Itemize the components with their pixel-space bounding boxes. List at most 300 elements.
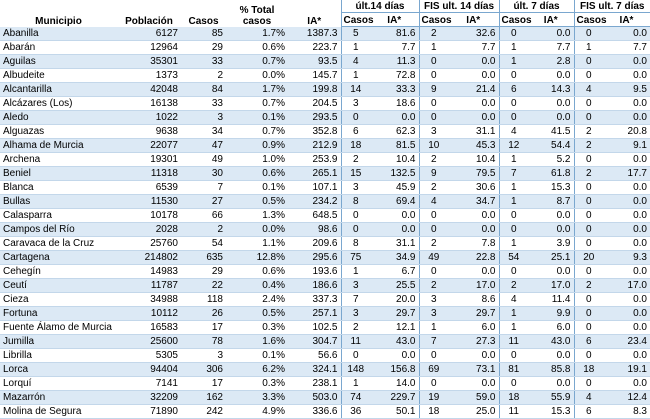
cell-municipio: Caravaca de la Cruz: [0, 237, 117, 251]
cell-ia-14: 34.9: [370, 251, 419, 265]
cell-casos-14: 11: [341, 335, 370, 349]
table-row: [0, 181, 650, 195]
cell-casos-fis14: 0: [419, 97, 448, 111]
cell-casos-14: 3: [341, 97, 370, 111]
cell-casos-fis7: 0: [574, 265, 603, 279]
cell-poblacion: 214802: [117, 251, 181, 265]
header-group-fis-7-dias: FIS ult. 7 días: [574, 0, 650, 13]
subheader-casos-14: Casos: [341, 13, 370, 27]
cell-casos: 22: [181, 279, 226, 293]
cell-casos-14: 2: [341, 321, 370, 335]
cell-casos-7: 1: [499, 195, 528, 209]
cell-ia: 234.2: [288, 195, 341, 209]
cell-pct-total: 12.8%: [226, 251, 288, 265]
cell-ia-fis14: 0.0: [448, 223, 499, 237]
cell-casos-fis7: 4: [574, 83, 603, 97]
table-row: [0, 237, 650, 251]
cell-casos-fis14: 19: [419, 391, 448, 405]
cell-pct-total: 0.4%: [226, 279, 288, 293]
cell-municipio: Cartagena: [0, 251, 117, 265]
cell-casos-7: 18: [499, 391, 528, 405]
cell-ia-fis14: 7.7: [448, 41, 499, 55]
cell-pct-total: 2.4%: [226, 293, 288, 307]
cell-casos-7: 54: [499, 251, 528, 265]
cell-ia-fis7: 0.0: [603, 223, 650, 237]
cell-casos-fis7: 0: [574, 69, 603, 83]
cell-casos-fis7: 0: [574, 195, 603, 209]
cell-pct-total: 1.7%: [226, 27, 288, 41]
cell-municipio: Molina de Segura: [0, 405, 117, 419]
cell-casos-14: 0: [341, 223, 370, 237]
cell-municipio: Blanca: [0, 181, 117, 195]
cell-poblacion: 16138: [117, 97, 181, 111]
cell-ia: 56.6: [288, 349, 341, 363]
cell-casos-fis7: 0: [574, 97, 603, 111]
cell-ia-fis14: 25.0: [448, 405, 499, 419]
cell-casos-14: 6: [341, 125, 370, 139]
table-row: [0, 125, 650, 139]
cell-pct-total: 4.9%: [226, 405, 288, 419]
header-casos: Casos: [188, 15, 219, 27]
cell-casos-fis7: 20: [574, 251, 603, 265]
table-row: [0, 195, 650, 209]
cell-casos-7: 0: [499, 265, 528, 279]
cell-ia-fis7: 23.4: [603, 335, 650, 349]
cell-ia-14: 132.5: [370, 167, 419, 181]
cell-poblacion: 7141: [117, 377, 181, 391]
cell-municipio: Alcantarilla: [0, 83, 117, 97]
cell-ia-fis14: 0.0: [448, 349, 499, 363]
cell-ia-7: 0.0: [528, 111, 574, 125]
cell-municipio: Alguazas: [0, 125, 117, 139]
table-row: [0, 293, 650, 307]
cell-poblacion: 35301: [117, 55, 181, 69]
cell-ia-fis14: 17.0: [448, 279, 499, 293]
cell-casos-14: 1: [341, 41, 370, 55]
table-row: [0, 265, 650, 279]
cell-municipio: Cehegín: [0, 265, 117, 279]
cell-ia: 199.8: [288, 83, 341, 97]
cell-pct-total: 0.1%: [226, 349, 288, 363]
cell-casos: 635: [181, 251, 226, 265]
cell-ia-fis14: 0.0: [448, 97, 499, 111]
cell-casos: 2: [181, 69, 226, 83]
cell-poblacion: 11318: [117, 167, 181, 181]
cell-poblacion: 11530: [117, 195, 181, 209]
cell-casos: 3: [181, 349, 226, 363]
cell-municipio: Fuente Álamo de Murcia: [0, 321, 117, 335]
cell-ia-14: 62.3: [370, 125, 419, 139]
cell-casos-fis14: 3: [419, 293, 448, 307]
cell-municipio: Calasparra: [0, 209, 117, 223]
table-row: [0, 363, 650, 377]
subheader-casos-fis14: Casos: [419, 13, 448, 27]
cell-casos: 27: [181, 195, 226, 209]
cell-ia-7: 5.2: [528, 153, 574, 167]
cell-casos: 26: [181, 307, 226, 321]
cell-ia-fis7: 17.7: [603, 167, 650, 181]
cell-ia: 193.6: [288, 265, 341, 279]
header-ia: IA*: [307, 15, 322, 27]
cell-casos-fis7: 0: [574, 27, 603, 41]
cell-ia-7: 0.0: [528, 97, 574, 111]
cell-ia: 337.3: [288, 293, 341, 307]
cell-ia-7: 0.0: [528, 265, 574, 279]
cell-ia-fis7: 0.0: [603, 293, 650, 307]
cell-casos-7: 0: [499, 223, 528, 237]
cell-poblacion: 32209: [117, 391, 181, 405]
cell-poblacion: 71890: [117, 405, 181, 419]
cell-poblacion: 11787: [117, 279, 181, 293]
cell-casos-fis7: 0: [574, 55, 603, 69]
cell-casos-7: 4: [499, 125, 528, 139]
cell-casos-fis14: 0: [419, 349, 448, 363]
cell-poblacion: 42048: [117, 83, 181, 97]
cell-ia-14: 14.0: [370, 377, 419, 391]
cell-ia-7: 0.0: [528, 69, 574, 83]
cell-ia: 93.5: [288, 55, 341, 69]
cell-casos-14: 15: [341, 167, 370, 181]
cell-municipio: Lorca: [0, 363, 117, 377]
cell-ia-fis7: 0.0: [603, 307, 650, 321]
cell-poblacion: 94404: [117, 363, 181, 377]
cell-ia-fis7: 0.0: [603, 27, 650, 41]
cell-ia-fis7: 0.0: [603, 181, 650, 195]
cell-municipio: Albudeite: [0, 69, 117, 83]
cell-casos-fis7: 2: [574, 125, 603, 139]
cell-ia-fis14: 7.8: [448, 237, 499, 251]
cell-ia-7: 0.0: [528, 349, 574, 363]
header-group-7-dias: últ. 7 días: [499, 0, 574, 13]
cell-municipio: Lorquí: [0, 377, 117, 391]
cell-casos-7: 6: [499, 83, 528, 97]
cell-casos-fis14: 0: [419, 209, 448, 223]
cell-casos-7: 0: [499, 349, 528, 363]
cell-casos-fis7: 6: [574, 405, 603, 419]
cell-municipio: Alcázares (Los): [0, 97, 117, 111]
cell-casos-14: 74: [341, 391, 370, 405]
cell-ia-7: 17.0: [528, 279, 574, 293]
cell-ia-7: 0.0: [528, 223, 574, 237]
cell-pct-total: 1.1%: [226, 237, 288, 251]
table-row: [0, 111, 650, 125]
cell-casos-fis14: 1: [419, 321, 448, 335]
cell-pct-total: 0.7%: [226, 97, 288, 111]
cell-casos-7: 11: [499, 335, 528, 349]
cell-ia-fis14: 22.8: [448, 251, 499, 265]
cell-casos-7: 1: [499, 153, 528, 167]
cell-ia-7: 9.9: [528, 307, 574, 321]
table-row: [0, 139, 650, 153]
cell-casos-7: 4: [499, 293, 528, 307]
cell-pct-total: 0.7%: [226, 125, 288, 139]
table-row: [0, 307, 650, 321]
cell-ia-fis7: 9.1: [603, 139, 650, 153]
cell-casos-7: 1: [499, 237, 528, 251]
cell-municipio: Ceutí: [0, 279, 117, 293]
cell-casos-fis14: 2: [419, 27, 448, 41]
cell-casos: 242: [181, 405, 226, 419]
cell-municipio: Beniel: [0, 167, 117, 181]
cell-casos-14: 36: [341, 405, 370, 419]
cell-ia-fis14: 0.0: [448, 55, 499, 69]
table-row: [0, 405, 650, 419]
cell-ia-fis14: 45.3: [448, 139, 499, 153]
subheader-ia-7: IA*: [528, 13, 574, 27]
table-row: [0, 69, 650, 83]
cell-ia: 145.7: [288, 69, 341, 83]
cell-poblacion: 19301: [117, 153, 181, 167]
cell-ia-14: 0.0: [370, 209, 419, 223]
cell-ia-fis7: 0.0: [603, 377, 650, 391]
table-row: [0, 97, 650, 111]
cell-poblacion: 6127: [117, 27, 181, 41]
cell-ia-14: 0.0: [370, 223, 419, 237]
cell-casos-fis7: 6: [574, 335, 603, 349]
cell-ia-7: 41.5: [528, 125, 574, 139]
cell-ia-14: 25.5: [370, 279, 419, 293]
cell-ia: 503.0: [288, 391, 341, 405]
cell-ia-fis7: 0.0: [603, 55, 650, 69]
cell-casos-14: 8: [341, 195, 370, 209]
cell-municipio: Archena: [0, 153, 117, 167]
cell-ia-fis14: 34.7: [448, 195, 499, 209]
cell-casos: 2: [181, 223, 226, 237]
cell-ia: 238.1: [288, 377, 341, 391]
cell-casos-fis7: 4: [574, 391, 603, 405]
cell-ia-7: 0.0: [528, 27, 574, 41]
cell-casos-fis7: 0: [574, 111, 603, 125]
header-poblacion: Población: [125, 15, 173, 27]
cell-casos: 34: [181, 125, 226, 139]
cell-casos-14: 8: [341, 237, 370, 251]
cell-ia: 204.5: [288, 97, 341, 111]
cell-ia-7: 15.3: [528, 405, 574, 419]
cell-casos-14: 2: [341, 153, 370, 167]
cell-ia: 257.1: [288, 307, 341, 321]
cell-ia-fis14: 0.0: [448, 69, 499, 83]
cell-casos-7: 0: [499, 97, 528, 111]
cell-casos: 33: [181, 97, 226, 111]
cell-ia-14: 0.0: [370, 349, 419, 363]
cell-ia-fis14: 8.6: [448, 293, 499, 307]
subheader-casos-7: Casos: [499, 13, 528, 27]
cell-ia-14: 50.1: [370, 405, 419, 419]
cell-ia-7: 8.7: [528, 195, 574, 209]
cell-poblacion: 9638: [117, 125, 181, 139]
table-row: [0, 209, 650, 223]
cell-ia-7: 2.8: [528, 55, 574, 69]
cell-casos-fis14: 18: [419, 405, 448, 419]
cell-pct-total: 1.0%: [226, 153, 288, 167]
cell-ia: 295.6: [288, 251, 341, 265]
cell-poblacion: 1022: [117, 111, 181, 125]
cell-ia-fis7: 20.8: [603, 125, 650, 139]
cell-ia: 209.6: [288, 237, 341, 251]
cell-pct-total: 1.6%: [226, 335, 288, 349]
cell-casos-7: 1: [499, 307, 528, 321]
cell-ia-14: 81.6: [370, 27, 419, 41]
subheader-ia-14: IA*: [370, 13, 419, 27]
cell-ia-7: 61.8: [528, 167, 574, 181]
cell-ia-14: 72.8: [370, 69, 419, 83]
table-row: [0, 167, 650, 181]
cell-casos-fis14: 0: [419, 223, 448, 237]
cell-ia-fis7: 0.0: [603, 153, 650, 167]
cell-ia-fis14: 73.1: [448, 363, 499, 377]
cell-pct-total: 0.3%: [226, 321, 288, 335]
table-row: [0, 55, 650, 69]
cell-casos: 306: [181, 363, 226, 377]
cell-ia-fis7: 12.4: [603, 391, 650, 405]
cell-casos-fis14: 9: [419, 167, 448, 181]
cell-ia-7: 6.0: [528, 321, 574, 335]
cell-casos-7: 1: [499, 321, 528, 335]
cell-ia-14: 0.0: [370, 111, 419, 125]
cell-ia: 253.9: [288, 153, 341, 167]
cell-ia: 107.1: [288, 181, 341, 195]
cell-casos: 84: [181, 83, 226, 97]
cell-ia-7: 85.8: [528, 363, 574, 377]
cell-casos-14: 0: [341, 111, 370, 125]
cell-casos: 3: [181, 111, 226, 125]
cell-poblacion: 2028: [117, 223, 181, 237]
cell-ia: 293.5: [288, 111, 341, 125]
cell-casos-fis14: 0: [419, 265, 448, 279]
cell-ia-14: 29.7: [370, 307, 419, 321]
cell-pct-total: 0.5%: [226, 307, 288, 321]
cell-casos: 7: [181, 181, 226, 195]
cell-casos: 47: [181, 139, 226, 153]
cell-casos-14: 1: [341, 69, 370, 83]
cell-casos-14: 148: [341, 363, 370, 377]
cell-casos-fis14: 3: [419, 307, 448, 321]
cell-casos-14: 7: [341, 293, 370, 307]
table-row: [0, 83, 650, 97]
cell-poblacion: 10112: [117, 307, 181, 321]
cell-poblacion: 16583: [117, 321, 181, 335]
cell-casos-fis7: 0: [574, 181, 603, 195]
cell-ia-fis14: 0.0: [448, 111, 499, 125]
cell-pct-total: 0.7%: [226, 55, 288, 69]
table-row: [0, 377, 650, 391]
cell-ia-fis7: 9.3: [603, 251, 650, 265]
cell-ia-fis14: 27.3: [448, 335, 499, 349]
cell-pct-total: 0.3%: [226, 377, 288, 391]
cell-casos-14: 3: [341, 279, 370, 293]
cell-ia-14: 45.9: [370, 181, 419, 195]
cell-casos-14: 1: [341, 265, 370, 279]
cell-ia-fis14: 29.7: [448, 307, 499, 321]
cell-poblacion: 12964: [117, 41, 181, 55]
cell-casos-fis7: 1: [574, 41, 603, 55]
cell-casos-7: 1: [499, 55, 528, 69]
cell-ia-7: 3.9: [528, 237, 574, 251]
cell-ia-fis7: 0.0: [603, 237, 650, 251]
cell-casos-14: 18: [341, 139, 370, 153]
cell-ia-fis7: 9.5: [603, 83, 650, 97]
cell-ia-fis7: 0.0: [603, 195, 650, 209]
cell-casos-14: 0: [341, 349, 370, 363]
cell-casos: 30: [181, 167, 226, 181]
cell-casos: 162: [181, 391, 226, 405]
cell-casos-fis14: 2: [419, 153, 448, 167]
cell-ia-fis14: 21.4: [448, 83, 499, 97]
cell-casos-fis14: 69: [419, 363, 448, 377]
cell-pct-total: 0.0%: [226, 69, 288, 83]
cell-poblacion: 10178: [117, 209, 181, 223]
cell-casos-fis14: 0: [419, 69, 448, 83]
cell-casos: 49: [181, 153, 226, 167]
cell-casos-fis7: 2: [574, 279, 603, 293]
cell-casos: 54: [181, 237, 226, 251]
table-body: [0, 27, 650, 419]
cell-casos-fis7: 0: [574, 307, 603, 321]
cell-ia-14: 229.7: [370, 391, 419, 405]
table-row: [0, 153, 650, 167]
cell-poblacion: 25760: [117, 237, 181, 251]
cell-ia: 98.6: [288, 223, 341, 237]
cell-casos-fis14: 2: [419, 181, 448, 195]
table-row: [0, 223, 650, 237]
cell-casos: 78: [181, 335, 226, 349]
cell-pct-total: 0.6%: [226, 265, 288, 279]
cell-casos-fis7: 0: [574, 223, 603, 237]
cell-casos-7: 0: [499, 111, 528, 125]
cell-ia-fis14: 0.0: [448, 377, 499, 391]
cell-municipio: Jumilla: [0, 335, 117, 349]
table-row: [0, 41, 650, 55]
cell-ia: 212.9: [288, 139, 341, 153]
cell-casos-7: 2: [499, 279, 528, 293]
cell-poblacion: 5305: [117, 349, 181, 363]
cell-casos-14: 14: [341, 83, 370, 97]
cell-casos-fis14: 2: [419, 237, 448, 251]
cell-ia-14: 12.1: [370, 321, 419, 335]
cell-ia-fis7: 0.0: [603, 111, 650, 125]
cell-casos-7: 0: [499, 27, 528, 41]
cell-ia-7: 54.4: [528, 139, 574, 153]
cell-ia-14: 7.7: [370, 41, 419, 55]
cell-pct-total: 1.7%: [226, 83, 288, 97]
cell-pct-total: 0.1%: [226, 181, 288, 195]
cell-municipio: Cieza: [0, 293, 117, 307]
cell-casos-14: 3: [341, 307, 370, 321]
cell-ia-fis7: 0.0: [603, 97, 650, 111]
cell-pct-total: 0.9%: [226, 139, 288, 153]
cell-ia: 223.7: [288, 41, 341, 55]
cell-casos: 17: [181, 377, 226, 391]
cell-casos-fis7: 0: [574, 349, 603, 363]
cell-ia: 304.7: [288, 335, 341, 349]
cell-casos: 29: [181, 41, 226, 55]
table-row: [0, 391, 650, 405]
header-municipio: Municipio: [35, 15, 82, 27]
cell-ia-7: 43.0: [528, 335, 574, 349]
header-group-14-dias: últ.14 días: [341, 0, 419, 13]
subheader-casos-fis7: Casos: [574, 13, 603, 27]
cell-casos-7: 0: [499, 209, 528, 223]
cell-ia-fis14: 10.4: [448, 153, 499, 167]
cell-casos-fis7: 0: [574, 293, 603, 307]
cell-casos-14: 5: [341, 27, 370, 41]
cell-casos: 33: [181, 55, 226, 69]
cell-ia-7: 14.3: [528, 83, 574, 97]
cell-casos-fis14: 4: [419, 195, 448, 209]
cell-poblacion: 6539: [117, 181, 181, 195]
cell-ia-7: 55.9: [528, 391, 574, 405]
cell-poblacion: 25600: [117, 335, 181, 349]
